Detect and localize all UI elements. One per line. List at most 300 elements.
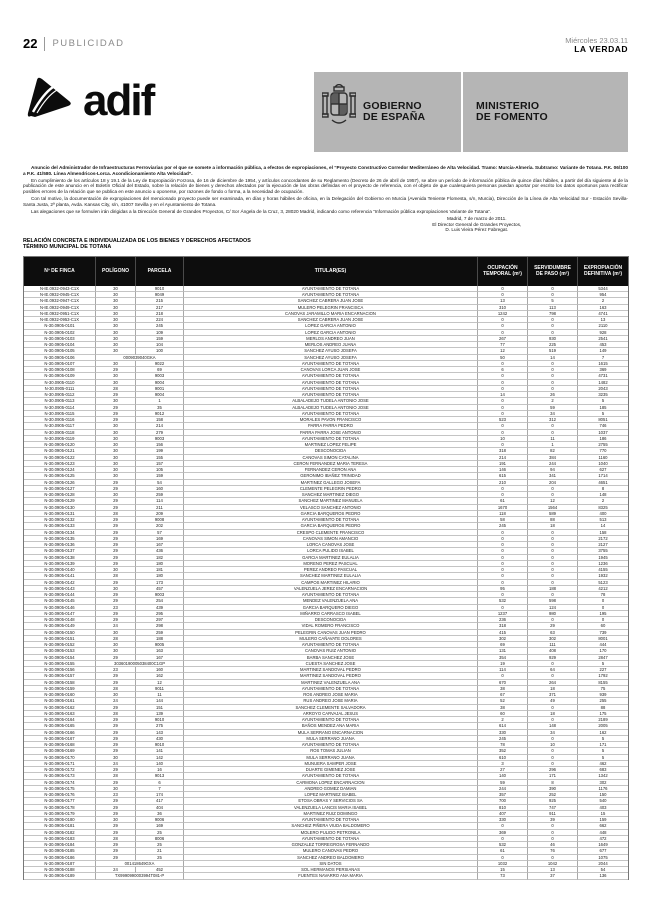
poligono-cell: 29 [96, 723, 136, 729]
poligono-cell: 30 [96, 436, 136, 442]
finca-cell: N-30.0905-0126 [24, 480, 96, 486]
servidumbre-cell: 0 [528, 748, 578, 754]
finca-cell: N-30.0905-0140 [24, 567, 96, 573]
parcela-cell: 21 [136, 848, 184, 854]
header-cell-servidumbre: SERVIDUMBRE DE PASO (m²) [528, 257, 578, 286]
parcela-cell: 430 [136, 736, 184, 742]
servidumbre-cell: 0 [528, 567, 578, 573]
expropiacion-cell: 2755 [578, 442, 628, 448]
table-title-block [23, 238, 628, 251]
ocupacion-cell: 27 [478, 767, 528, 773]
poligono-cell: 30 [96, 292, 136, 298]
parcela-cell: 211 [136, 505, 184, 511]
titular-cell: SANCHEZ PIÑERA VIUDA BALDOMERO [184, 823, 478, 829]
ocupacion-cell: 118 [478, 511, 528, 517]
expropiacion-cell: 5 [578, 411, 628, 417]
servidumbre-cell: 598 [528, 598, 578, 604]
parcela-cell: 224 [136, 317, 184, 323]
ocupacion-cell: 0 [478, 580, 528, 586]
ocupacion-cell: 245 [478, 523, 528, 529]
finca-cell: N-30.0905-0173 [24, 773, 96, 779]
table-header-row [24, 257, 628, 286]
poligono-cell: 30 [96, 330, 136, 336]
titular-cell: SANCHEZ CABRERA JUAN JOSE [184, 298, 478, 304]
servidumbre-cell: 0 [528, 423, 578, 429]
parcela-cell: 202 [136, 523, 184, 529]
finca-cell: N-30.0905-0179 [24, 811, 96, 817]
servidumbre-cell: 0 [528, 317, 578, 323]
poligono-cell: 30 [96, 755, 136, 761]
page-number: 22 [23, 36, 38, 51]
poligono-cell: 23 [96, 792, 136, 798]
ocupacion-cell: 0 [478, 492, 528, 498]
expropiacion-cell: 5123 [578, 580, 628, 586]
ocupacion-cell: 0 [478, 411, 528, 417]
expropiacion-cell: 1236 [578, 561, 628, 567]
poligono-cell: 29 [96, 823, 136, 829]
finca-cell: N-30.0905-0147 [24, 611, 96, 617]
poligono-cell: 28 [96, 573, 136, 579]
titular-cell: GARCIA BARQUEROS PEDRO [184, 511, 478, 517]
servidumbre-cell: 13 [528, 867, 578, 873]
ocupacion-cell: 12 [478, 348, 528, 354]
finca-cell: N-30.0905-0162 [24, 705, 96, 711]
parcela-cell: 142 [136, 755, 184, 761]
expropiacion-cell: 746 [578, 423, 628, 429]
finca-cell: N-IE.0932-0945-C1X [24, 292, 96, 298]
ocupacion-cell: 1032 [478, 861, 528, 867]
ocupacion-cell: 0 [478, 548, 528, 554]
ocupacion-cell: 0 [478, 442, 528, 448]
poligono-cell: 29 [96, 592, 136, 598]
finca-cell: N-30.0905-0166 [24, 730, 96, 736]
finca-cell: N-30.0905-0132 [24, 517, 96, 523]
servidumbre-cell: 244 [528, 461, 578, 467]
titular-cell: MUNUERA SAMPER JOSE [184, 761, 478, 767]
titular-cell: CUESTA SANCHEZ JOSE [184, 661, 478, 667]
finca-cell: N-30.0905-0151 [24, 636, 96, 642]
servidumbre-cell: 302 [528, 636, 578, 642]
expropiacion-cell: 472 [578, 836, 628, 842]
servidumbre-cell: 0 [528, 361, 578, 367]
finca-cell: N-30.0905-0174 [24, 780, 96, 786]
servidumbre-cell: 925 [528, 798, 578, 804]
poligono-cell: 29 [96, 655, 136, 661]
poligono-cell: 29 [96, 542, 136, 548]
finca-cell: N-30.0905-0146 [24, 605, 96, 611]
ocupacion-cell: 52 [478, 698, 528, 704]
ministerio-line2: DE FOMENTO [476, 111, 548, 123]
servidumbre-cell: 264 [528, 680, 578, 686]
parcela-cell: 25 [136, 842, 184, 848]
servidumbre-cell: 0 [528, 836, 578, 842]
expropiacion-cell: 1792 [578, 673, 628, 679]
finca-cell: N-30.0905-0122 [24, 455, 96, 461]
expropiacion-cell: 158 [578, 530, 628, 536]
poligono-cell: 30 [96, 630, 136, 636]
titular-cell: MIÑARRO CARRASCO ISABEL [184, 611, 478, 617]
ocupacion-cell: 67 [478, 692, 528, 698]
finca-cell: N-30.0905-0182 [24, 830, 96, 836]
poligono-cell: 29 [96, 748, 136, 754]
expropiacion-cell: 8155 [578, 680, 628, 686]
finca-cell: N-30.0905-0103 [24, 336, 96, 342]
ocupacion-cell: 50 [478, 355, 528, 361]
expropiacion-cell: 185 [578, 405, 628, 411]
ocupacion-cell: 61 [478, 498, 528, 504]
poligono-cell: 30360190005038400C1GP [96, 661, 184, 667]
servidumbre-cell: 59 [528, 405, 578, 411]
announcement-paragraph-3: Las alegaciones que se formulen irán dirigidas a la Dirección General de Grandes Proyectos, C/ Sor Ángela de la Cruz, 3, 28020 Madrid, indicando como referencia “Información pública expropiaciones Variante de Totana”. [31, 208, 492, 214]
servidumbre-cell: 34 [528, 730, 578, 736]
finca-cell: N-30.0905-0152 [24, 642, 96, 648]
announcement-title: Anuncio del Administrador de Infraestructuras Ferroviarias por el que se somete a información pública, a efectos de expropiaciones, el “Proyecto Constructivo Corredor Mediterráneo de Alta Velocidad. Tramo: Murcia-Almería. Subtramo: Variante de Totana. P.K. 06/100 a P.K. 41/580. Línea Almendricos-Lorca. Acondicionamiento Alta Velocidad”. [23, 165, 628, 176]
titular-cell: MORENO PEREZ PASCUAL [184, 561, 478, 567]
servidumbre-cell: 0 [528, 430, 578, 436]
titular-cell: LORCA CANOVAS JOSE [184, 542, 478, 548]
ocupacion-cell: 415 [478, 630, 528, 636]
servidumbre-cell: 0 [528, 373, 578, 379]
ocupacion-cell: 0 [478, 592, 528, 598]
titular-cell: MENDEZ VALENZUELA ANA [184, 598, 478, 604]
parcela-cell: 9010 [136, 742, 184, 748]
ocupacion-cell: 615 [478, 473, 528, 479]
ocupacion-cell: 61 [478, 848, 528, 854]
expropiacion-cell: 2110 [578, 323, 628, 329]
titular-cell: AYUNTAMIENTO DE TOTANA [184, 411, 478, 417]
ocupacion-cell: 236 [478, 617, 528, 623]
titular-cell: GONZALEZ TORREGROSA FERNANDO [184, 842, 478, 848]
titular-cell: SANCHEZ ANDREO BALDOMERO [184, 855, 478, 861]
expropiacion-cell: 5 [578, 736, 628, 742]
titular-cell: CAMPOS MARTINEZ HILARIO [184, 580, 478, 586]
titular-cell: AYUNTAMIENTO DE TOTANA [184, 373, 478, 379]
titular-cell: VIDAL ROMERO FRANCISCO [184, 623, 478, 629]
finca-cell: N-30.0905-0145 [24, 598, 96, 604]
finca-cell: N-30.0905-0128 [24, 492, 96, 498]
poligono-cell: 29 [96, 717, 136, 723]
titular-cell: ROS TOMAS JULIAN [184, 748, 478, 754]
expropiacion-cell: 5 [578, 661, 628, 667]
poligono-cell: 29 [96, 767, 136, 773]
finca-cell: N-30.0905-0170 [24, 755, 96, 761]
parcela-cell: 218 [136, 311, 184, 317]
logo-band [23, 72, 628, 152]
finca-cell: N-30.0905-0121 [24, 448, 96, 454]
table-body [24, 286, 628, 880]
ocupacion-cell: 810 [478, 805, 528, 811]
ocupacion-cell: 0 [478, 317, 528, 323]
header-cell-titulares: TITULAR(ES) [184, 257, 478, 286]
titular-cell: AYUNTAMIENTO DE TOTANA [184, 742, 478, 748]
expropiacion-cell: 369 [578, 367, 628, 373]
servidumbre-cell: 12 [528, 498, 578, 504]
header-cell-ocupacion: OCUPACIÓN TEMPORAL (m²) [478, 257, 528, 286]
servidumbre-cell: 371 [528, 692, 578, 698]
titular-cell: AYUNTAMIENTO DE TOTANA [184, 773, 478, 779]
finca-cell: N-30.0905-0112 [24, 392, 96, 398]
finca-cell: N-30.0905-0114 [24, 405, 96, 411]
expropiacion-cell: 13 [578, 317, 628, 323]
parcela-cell: 155 [136, 455, 184, 461]
parcela-cell: 8006 [136, 836, 184, 842]
poligono-cell: 24 [96, 761, 136, 767]
expropiacion-cell: 3235 [578, 392, 628, 398]
ocupacion-cell: 3 [478, 761, 528, 767]
servidumbre-cell: 0 [528, 736, 578, 742]
parcela-cell: 9003 [136, 436, 184, 442]
masthead: LA VERDAD [574, 44, 628, 54]
ocupacion-cell: 0 [478, 380, 528, 386]
expropiacion-cell: 1945 [578, 555, 628, 561]
header-divider [44, 37, 45, 51]
parcela-cell: 297 [136, 617, 184, 623]
poligono-cell: 29 [96, 517, 136, 523]
expropiacion-cell: 2005 [578, 723, 628, 729]
finca-cell: N-30.0905-0183 [24, 836, 96, 842]
finca-cell: N-30.0905-0110 [24, 380, 96, 386]
finca-cell: N-30.0905-0165 [24, 723, 96, 729]
servidumbre-cell: 18 [528, 523, 578, 529]
expropiacion-cell: 175 [578, 711, 628, 717]
expropiacion-cell: 163 [578, 305, 628, 311]
expropiacion-cell: 1040 [578, 461, 628, 467]
titular-cell: CERON FERNANDEZ MARIA TERESA [184, 461, 478, 467]
servidumbre-cell: 929 [528, 655, 578, 661]
finca-cell: N-30.0905-0138 [24, 555, 96, 561]
ocupacion-cell: 267 [478, 336, 528, 342]
titular-cell: FERNANDEZ CERON ANA [184, 467, 478, 473]
servidumbre-cell: 0 [528, 855, 578, 861]
titular-cell: AYUNTAMIENTO DE TOTANA [184, 392, 478, 398]
servidumbre-cell: 0 [528, 542, 578, 548]
poligono-cell: 30 [96, 311, 136, 317]
ocupacion-cell: 700 [478, 798, 528, 804]
titular-cell: MULERO CAÑAVATE DOLORES [184, 636, 478, 642]
titular-cell: GARCIA BARQUEROS PEDRO [184, 523, 478, 529]
titular-cell: MARTINEZ VALENZUELA ANA [184, 680, 478, 686]
poligono-cell: 28 [96, 711, 136, 717]
poligono-cell: 30 [96, 642, 136, 648]
poligono-cell: 23 [96, 605, 136, 611]
poligono-cell: 29 [96, 611, 136, 617]
expropiacion-cell: 15 [578, 811, 628, 817]
finca-cell: N-30.0905-0115 [24, 411, 96, 417]
expropiacion-cell: 136 [578, 873, 628, 879]
parcela-cell: 217 [136, 305, 184, 311]
servidumbre-cell: 0 [528, 555, 578, 561]
ocupacion-cell: 0 [478, 836, 528, 842]
poligono-cell: 30 [96, 817, 136, 823]
servidumbre-cell: 0 [528, 755, 578, 761]
finca-cell: N-30.0905-0136 [24, 542, 96, 548]
gobierno-box [314, 72, 461, 152]
expropiacion-cell: 3755 [578, 548, 628, 554]
parcela-cell: 9010 [136, 286, 184, 292]
titular-cell: LOPEZ MARTINEZ ISABEL [184, 792, 478, 798]
ocupacion-cell: 0 [478, 855, 528, 861]
titular-cell: MOLERO PULIDO PETRONILA [184, 830, 478, 836]
parcela-cell: 417 [136, 798, 184, 804]
poligono-cell: TX9990990003994T081-P [96, 873, 184, 879]
poligono-cell: 29 [96, 705, 136, 711]
finca-cell: N-30.0905-0133 [24, 523, 96, 529]
poligono-cell: 30 [96, 455, 136, 461]
ocupacion-cell: 0 [478, 373, 528, 379]
titular-cell: MORALES PAVON FRANCISCO [184, 417, 478, 423]
ocupacion-cell: 19 [478, 661, 528, 667]
ocupacion-cell: 15 [478, 867, 528, 873]
expropiacion-cell: 4155 [578, 567, 628, 573]
servidumbre-cell: 1 [528, 442, 578, 448]
expropiacion-cell: 149 [578, 348, 628, 354]
servidumbre-cell: 0 [528, 486, 578, 492]
poligono-cell: 28 [96, 511, 136, 517]
ocupacion-cell: 354 [478, 655, 528, 661]
finca-cell: N-30.0905-0155 [24, 661, 96, 667]
ocupacion-cell: 245 [478, 736, 528, 742]
expropiacion-cell: 627 [578, 467, 628, 473]
parcela-cell: 436 [136, 548, 184, 554]
parcela-cell: 199 [136, 448, 184, 454]
finca-cell: N-30.0905-0125 [24, 473, 96, 479]
poligono-cell: 30 [96, 336, 136, 342]
poligono-cell: 28 [96, 836, 136, 842]
edition-date: Miércoles 23.03.11 [565, 36, 628, 45]
expropiacion-cell: 400 [578, 511, 628, 517]
poligono-cell: 29 [96, 498, 136, 504]
signature-place-date: Madrid, 7 de marzo de 2011. [446, 216, 507, 222]
signature-role: El Director General de Grandes Proyectos, [432, 221, 522, 227]
poligono-cell: 29 [96, 598, 136, 604]
finca-cell: N-30.0905-0186 [24, 855, 96, 861]
ocupacion-cell: 610 [478, 755, 528, 761]
titular-cell: MERLOS ANDREO JUANA [184, 342, 478, 348]
poligono-cell: 29 [96, 561, 136, 567]
parcela-cell: 162 [136, 673, 184, 679]
parcela-cell: 157 [136, 461, 184, 467]
expropiacion-cell: 928 [578, 330, 628, 336]
finca-cell: N-30.0905-0131 [24, 511, 96, 517]
servidumbre-cell: 46 [528, 842, 578, 848]
parcela-cell: 182 [136, 555, 184, 561]
parcela-cell: 245 [136, 323, 184, 329]
ocupacion-cell: 95 [478, 586, 528, 592]
ocupacion-cell: 318 [478, 448, 528, 454]
poligono-cell: 28 [96, 636, 136, 642]
parcela-cell: 279 [136, 430, 184, 436]
finca-cell: N-30.0905-0187 [24, 861, 96, 867]
finca-cell: N-30.0905-0188 [24, 867, 96, 873]
finca-cell: N-30.0905-0172 [24, 767, 96, 773]
page-header [23, 0, 628, 54]
poligono-cell: 24 [96, 623, 136, 629]
ocupacion-cell: 214 [478, 455, 528, 461]
parcela-cell: 188 [136, 636, 184, 642]
servidumbre-cell: 390 [528, 786, 578, 792]
servidumbre-cell: 747 [528, 805, 578, 811]
poligono-cell: 29 [96, 830, 136, 836]
finca-cell: N-30.0905-0102 [24, 330, 96, 336]
ocupacion-cell: 0 [478, 573, 528, 579]
parcela-cell: 9012 [136, 411, 184, 417]
ocupacion-cell: 0 [478, 430, 528, 436]
expropiacion-cell: 2043 [578, 386, 628, 392]
expropiacion-cell: 939 [578, 692, 628, 698]
poligono-cell: 29 [96, 367, 136, 373]
parcela-cell: 9004 [136, 380, 184, 386]
finca-cell: N-30.0905-0153 [24, 648, 96, 654]
parcela-cell: 159 [136, 336, 184, 342]
parcela-cell: 57 [136, 530, 184, 536]
servidumbre-cell: 88 [528, 517, 578, 523]
poligono-cell: 29 [96, 411, 136, 417]
expropiacion-cell: 5 [578, 748, 628, 754]
finca-cell: N-30.0905-0117 [24, 423, 96, 429]
titular-cell: LORCA PULIDO ISABEL [184, 548, 478, 554]
finca-cell: N-30.0905-0168 [24, 742, 96, 748]
servidumbre-cell: 384 [528, 455, 578, 461]
announcement-text [23, 165, 628, 214]
parcela-cell: 9003 [136, 373, 184, 379]
poligono-cell: 29 [96, 855, 136, 861]
parcela-cell: 404 [136, 805, 184, 811]
servidumbre-cell: 2 [528, 398, 578, 404]
parcela-cell: 174 [136, 792, 184, 798]
expropiacion-cell: 1932 [578, 573, 628, 579]
titular-cell: BAÑOS MENDEZ ANA MARIA [184, 723, 478, 729]
expropiacion-cell: 444 [578, 642, 628, 648]
expropiacion-cell: 1615 [578, 361, 628, 367]
poligono-cell: 23 [96, 667, 136, 673]
parcela-cell: 25 [136, 830, 184, 836]
finca-cell: N-30.0905-0161 [24, 698, 96, 704]
servidumbre-cell: 0 [528, 717, 578, 723]
titular-cell: AYUNTAMIENTO DE TOTANA [184, 817, 478, 823]
parcela-cell: 180 [136, 561, 184, 567]
government-logos [314, 72, 628, 152]
expropiacion-cell: 2541 [578, 336, 628, 342]
finca-cell: N-30.0905-0137 [24, 548, 96, 554]
servidumbre-cell: 312 [528, 417, 578, 423]
poligono-cell: 29 [96, 505, 136, 511]
expropiacion-cell: 1037 [578, 430, 628, 436]
servidumbre-cell: 0 [528, 573, 578, 579]
servidumbre-cell: 0 [528, 661, 578, 667]
parcela-cell: 254 [136, 598, 184, 604]
titular-cell: AYUNTAMIENTO DE TOTANA [184, 436, 478, 442]
parcela-cell: 54 [136, 480, 184, 486]
ocupacion-cell: 73 [478, 873, 528, 879]
parcela-cell: 141 [136, 748, 184, 754]
announcement-paragraph-1: En cumplimiento de los artículos 18 y 19.1 de la Ley de Expropiación Forzosa, de 16 de diciembre de 1954, y artículos concordantes de su Reglamento (Decreto de 26 de abril de 1957), se abre un período de información pública de quince días hábiles, a partir del día siguiente al de la publicación de este anuncio en el Boletín Oficial del Estado, sobre la relación de bienes y derechos afectados por la ejecución de las obras definidas en el proyecto de referencia, con el objeto de que cualesquiera personas puedan aportar por escrito los datos oportunos para rectificar posibles errores de la relación que se publica en este anuncio u oponerse, por razones de fondo o forma, a la necesidad de ocupación. [23, 177, 628, 194]
ocupacion-cell: 0 [478, 330, 528, 336]
ministerio-line1: MINISTERIO [476, 99, 540, 112]
finca-cell: N-30.0905-0139 [24, 561, 96, 567]
servidumbre-cell: 0 [528, 292, 578, 298]
finca-cell: N-30.0905-0185 [24, 848, 96, 854]
parcela-cell: 36 [136, 811, 184, 817]
poligono-cell: 24 [96, 698, 136, 704]
parcela-cell: 298 [136, 623, 184, 629]
expropiacion-cell: 448 [578, 830, 628, 836]
ocupacion-cell: 1670 [478, 505, 528, 511]
poligono-cell: 29 [96, 742, 136, 748]
expropiacion-cell: 8325 [578, 505, 628, 511]
poligono-cell: 29 [96, 405, 136, 411]
ministerio-box [463, 72, 628, 152]
poligono-cell: 29 [96, 530, 136, 536]
